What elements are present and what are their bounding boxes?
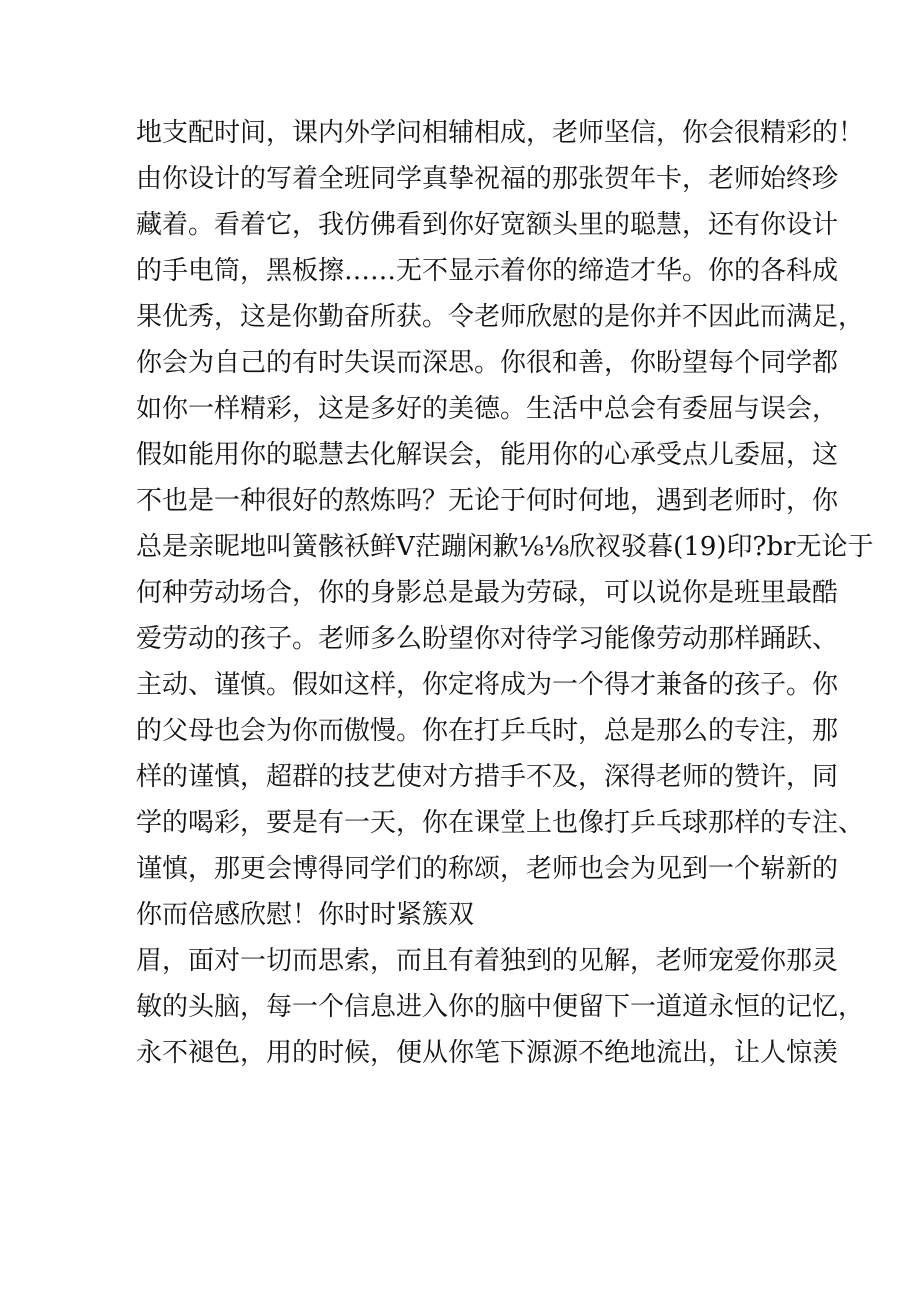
text-line-18: 你而倍感欣慰！你时时紧簇双 (136, 900, 475, 930)
text-line-5: 果优秀，这是你勤奋所获。令老师欣慰的是你并不因此而满足， (136, 302, 865, 332)
text-line-3: 藏着。看着它，我仿佛看到你好宽额头里的聪慧，还有你设计 (136, 210, 839, 240)
text-line-6: 你会为自己的有时失误而深思。你很和善，你盼望每个同学都 (136, 348, 839, 378)
text-line-11: 何种劳动场合，你的身影总是最为劳碌，可以说你是班里最酷 (136, 578, 839, 608)
text-line-4: 的手电筒，黑板擦……无不显示着你的缔造才华。你的各科成 (136, 256, 839, 286)
text-line-9: 不也是一种很好的熬炼吗？无论于何时何地，遇到老师时，你 (136, 486, 839, 516)
text-line-21: 永不褪色，用的时候，便从你笔下源源不绝地流出，让人惊羡 (136, 1038, 839, 1068)
text-line-7: 如你一样精彩，这是多好的美德。生活中总会有委屈与误会， (136, 394, 839, 424)
text-line-14: 的父母也会为你而傲慢。你在打乒乓时，总是那么的专注，那 (136, 716, 839, 746)
text-line-16: 学的喝彩，要是有一天，你在课堂上也像打乒乓球那样的专注、 (136, 808, 865, 838)
text-line-2: 由你设计的写着全班同学真挚祝福的那张贺年卡，老师始终珍 (136, 164, 839, 194)
body-text (136, 110, 874, 1076)
text-line-17: 谨慎，那更会博得同学们的称颂，老师也会为见到一个崭新的 (136, 854, 839, 884)
text-line-13: 主动、谨慎。假如这样，你定将成为一个得才兼备的孩子。你 (136, 670, 839, 700)
text-line-10: 总是亲昵地叫簧骸袄鲜V茫蹦闲歉⅛⅛欣衩驳暮(19)印?br无论于 (136, 532, 874, 562)
text-line-8: 假如能用你的聪慧去化解误会，能用你的心承受点儿委屈，这 (136, 440, 839, 470)
text-line-15: 样的谨慎，超群的技艺使对方措手不及，深得老师的赞许，同 (136, 762, 839, 792)
text-line-1: 地支配时间，课内外学问相辅相成，老师坚信，你会很精彩的！ (136, 118, 865, 148)
text-line-12: 爱劳动的孩子。老师多么盼望你对待学习能像劳动那样踊跃、 (136, 624, 839, 654)
text-line-19: 眉，面对一切而思索，而且有着独到的见解，老师宠爱你那灵 (136, 946, 839, 976)
text-line-20: 敏的头脑，每一个信息进入你的脑中便留下一道道永恒的记忆， (136, 992, 865, 1022)
